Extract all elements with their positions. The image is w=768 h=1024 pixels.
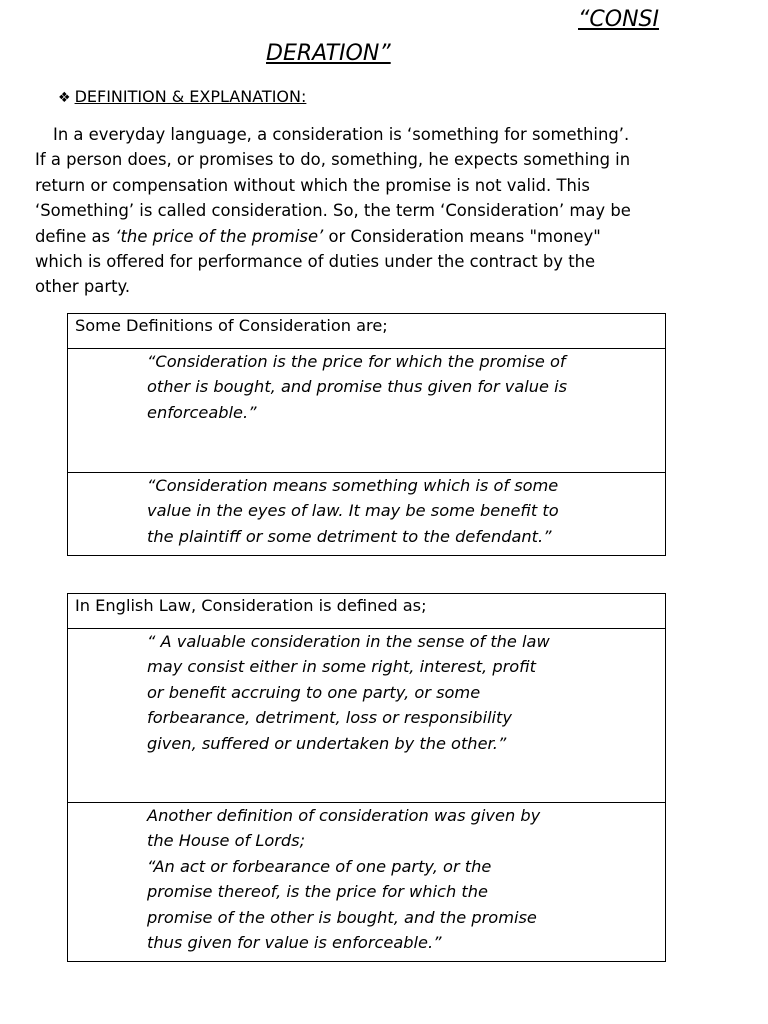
definition-cell [68,472,665,555]
definition-line: value in the eyes of law. It may be some benefit to [147,501,559,521]
intro-line: return or compensation without which the promise is not valid. This [35,175,590,195]
definition-cell [68,349,665,472]
definition-line: enforceable.” [147,402,257,422]
section-heading-text: DEFINITION & EXPLANATION: [74,87,307,106]
intro-line: In a everyday language, a consideration is ‘something for something’. [53,125,630,144]
definition-line: or benefit accruing to one party, or some [147,682,481,702]
document-title-line-2: DERATION” [266,41,391,66]
intro-line [35,224,735,249]
definition-line: “Consideration is the price for which the promise of [147,352,566,371]
intro-italic-phrase: ‘the price of the promise’ [115,226,324,246]
document-title-line-1: “CONSI [578,7,659,32]
definitions-box-header: Some Definitions of Consideration are; [68,314,665,349]
definition-line: “ A valuable consideration in the sense of the law [147,632,550,651]
definition-line: Another definition of consideration was given by [147,806,541,825]
intro-line: If a person does, or promises to do, something, he expects something in [35,150,631,170]
definition-cell [68,629,665,802]
definition-line: the House of Lords; [147,831,306,851]
definition-line: the plaintiff or some detriment to the defendant.” [147,526,552,546]
definitions-box [67,313,666,556]
definition-line: promise of the other is bought, and the promise [147,907,537,927]
section-heading [58,85,306,110]
definition-cell [68,802,665,961]
intro-line: which is offered for performance of duties under the contract by the [35,252,596,272]
intro-text: or Consideration means "money" [323,226,601,246]
diamond-bullet-icon: ❖ [58,90,71,106]
intro-text: define as [35,226,116,246]
definition-line: thus given for value is enforceable.” [147,933,442,953]
definition-line: forbearance, detriment, loss or responsibility [147,708,512,728]
definition-line: given, suffered or undertaken by the other.” [147,733,507,753]
intro-line: ‘Something’ is called consideration. So, the term ‘Consideration’ may be [35,201,631,221]
definition-line: “An act or forbearance of one party, or the [147,856,492,876]
definition-line: promise thereof, is the price for which the [147,882,488,902]
intro-line: other party. [35,277,131,297]
definition-line: “Consideration means something which is of some [147,476,559,495]
definition-line: may consist either in some right, interest, profit [147,657,536,677]
english-law-definitions-box [67,593,666,962]
english-law-box-header: In English Law, Consideration is defined as; [68,594,665,629]
definition-line: other is bought, and promise thus given for value is [147,377,568,397]
intro-paragraph [35,122,735,300]
